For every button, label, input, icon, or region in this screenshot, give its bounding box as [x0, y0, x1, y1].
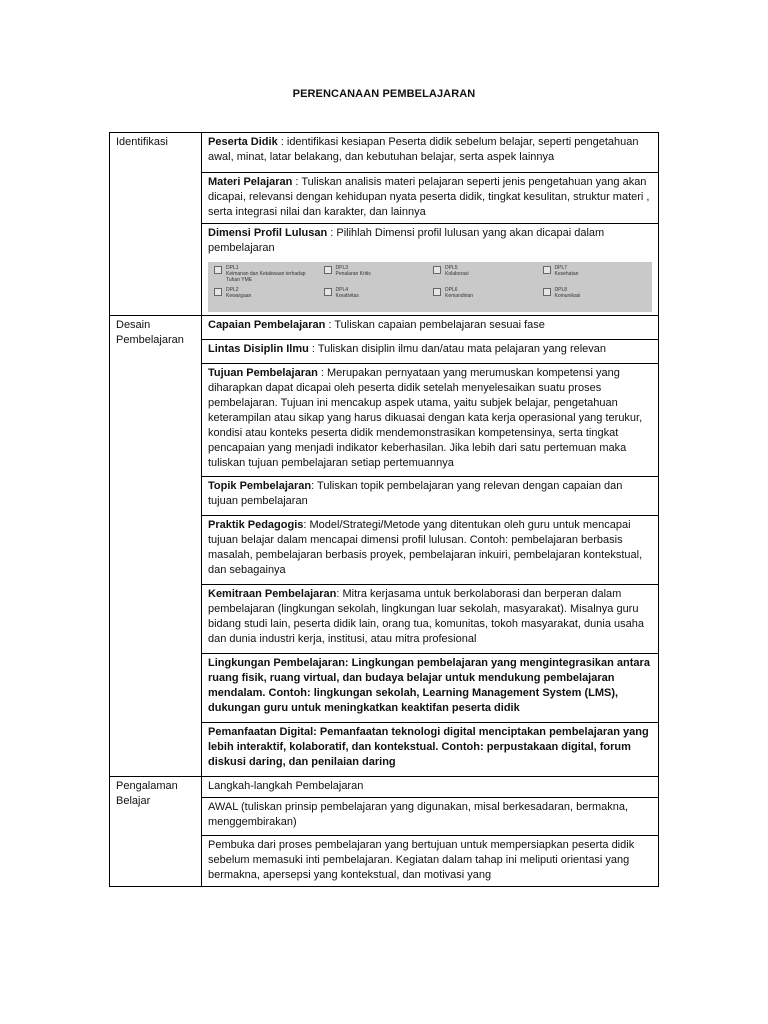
page-title: PERENCANAAN PEMBELAJARAN: [292, 88, 476, 100]
dpl-name: Kemandirian: [445, 293, 474, 299]
dpl-code: DPL3: [335, 265, 349, 271]
dpl-option[interactable]: [543, 287, 647, 309]
dpl-checkbox-panel: [208, 262, 652, 312]
field-awal[interactable]: AWAL (tuliskan prinsip pembelajaran yang digunakan, misal berkesadaran, bermakna, menggembirakan): [202, 798, 659, 836]
dpl-code: DPL6: [445, 287, 458, 293]
field-label: Topik Pembelajaran: [208, 480, 312, 492]
dpl-name: Kreativitas: [335, 293, 359, 299]
field-label: Kemitraan Pembelajaran: [208, 588, 337, 600]
lesson-plan-table: [109, 132, 659, 887]
field-langkah-pembelajaran[interactable]: Langkah-langkah Pembelajaran: [202, 777, 659, 798]
field-topik-pembelajaran[interactable]: [202, 477, 659, 516]
dpl-option[interactable]: [543, 265, 647, 287]
checkbox-icon[interactable]: [433, 288, 441, 296]
field-pemanfaatan-digital[interactable]: Pemanfaatan Digital: Pemanfaatan teknologi digital menciptakan pembelajaran yang lebih interaktif, kolaboratif, dan kontekstual. Contoh: perpustakaan digital, forum diskusi daring, dan penilaian daring: [202, 723, 659, 777]
checkbox-icon[interactable]: [543, 288, 551, 296]
field-text: : Merupakan pernyataan yang merumuskan kompetensi yang diharapkan dapat dicapai oleh peserta didik setelah menyelesaikan suatu proses pembelajaran. Tujuan ini mencakup aspek utama, yaitu subjek belajar, pengetahuan keterampilan atau sikap yang harus dikuasai dengan kata kerja operasional yang terukur, kondisi atau konteks peserta didik mendemonstrasikan kompetensinya, serta tingkat pencapaian yang menjadi indikator keberhasilan. Jika lebih dari satu pertemuan maka tuliskan tujuan pembelajaran setiap pertemuannya: [208, 367, 643, 469]
dpl-code: DPL2: [226, 287, 239, 293]
dpl-option[interactable]: [214, 287, 318, 309]
field-text: : Tuliskan capaian pembelajaran sesuai fase: [325, 319, 545, 331]
dpl-option[interactable]: [214, 265, 318, 287]
field-kemitraan-pembelajaran[interactable]: [202, 585, 659, 654]
field-text: : identifikasi kesiapan Peserta didik sebelum belajar, seperti pengetahuan awal, minat, latar belakang, dan kebutuhan belajar, serta aspek lainnya: [208, 136, 639, 163]
dpl-option[interactable]: [433, 265, 537, 287]
field-text: : Tuliskan disiplin ilmu dan/atau mata pelajaran yang relevan: [308, 343, 607, 355]
dpl-code: DPL7: [554, 265, 568, 271]
field-capaian-pembelajaran[interactable]: [202, 316, 659, 340]
dpl-name: Kewargaan: [226, 293, 252, 299]
section-label-pengalaman: Pengalaman Belajar: [110, 777, 202, 887]
table-row: [110, 133, 659, 173]
field-label: Materi Pelajaran: [208, 176, 293, 188]
field-text: : Mitra kerjasama untuk berkolaborasi dan berperan dalam pembelajaran (lingkungan sekolah, lingkungan luar sekolah, masyarakat). Misalnya guru bidang studi lain, peserta didik lain, orang tua, komunitas, tokoh masyarakat, dunia usaha dan dunia industri kerja, institusi, atau mitra profesional: [208, 588, 644, 645]
field-label: Lintas Disiplin Ilmu: [208, 343, 309, 355]
field-label: Praktik Pedagogis: [208, 519, 304, 531]
dpl-code: DPL5: [445, 265, 458, 271]
dpl-name: Kesehatan: [554, 271, 579, 277]
checkbox-icon[interactable]: [324, 288, 332, 296]
field-praktik-pedagogis[interactable]: [202, 516, 659, 585]
checkbox-icon[interactable]: [324, 266, 332, 274]
dpl-name: Penalaran Kritis: [335, 271, 371, 277]
field-text: : Pilihlah Dimensi profil lulusan yang akan dicapai dalam pembelajaran: [208, 227, 605, 254]
section-label-identifikasi: Identifikasi: [110, 133, 202, 316]
table-row: [110, 777, 659, 798]
field-text: : Tuliskan analisis materi pelajaran seperti jenis pengetahuan yang akan dicapai, relevansi dengan kehidupan nyata peserta didik, tingkat kesulitan, struktur materi , serta integrasi nilai dan karakter, dan lainnya: [208, 176, 650, 218]
table-row: [110, 316, 659, 340]
checkbox-icon[interactable]: [214, 288, 222, 296]
field-label: Peserta Didik: [208, 136, 278, 148]
dpl-option[interactable]: [324, 287, 428, 309]
field-text: : Model/Strategi/Metode yang ditentukan oleh guru untuk mencapai tujuan belajar dalam mencapai dimensi profil lulusan. Contoh: pembelajaran berbasis masalah, pembelajaran berbasis proyek, pembelajaran inkuiri, pembelajaran kontekstual, dan sebagainya: [208, 519, 643, 576]
dpl-option[interactable]: [433, 287, 537, 309]
field-label: Tujuan Pembelajaran: [208, 367, 318, 379]
dpl-name: Keimanan dan Ketakwaan terhadap Tuhan YME: [226, 271, 306, 283]
field-materi-pelajaran[interactable]: [202, 173, 659, 224]
checkbox-icon[interactable]: [433, 266, 441, 274]
dpl-option[interactable]: [324, 265, 428, 287]
field-lintas-disiplin-ilmu[interactable]: [202, 340, 659, 364]
field-label: Dimensi Profil Lulusan: [208, 227, 328, 239]
dpl-code: DPL4: [335, 287, 349, 293]
dpl-name: Kolaborasi: [445, 271, 469, 277]
field-lingkungan-pembelajaran[interactable]: Lingkungan Pembelajaran: Lingkungan pembelajaran yang mengintegrasikan antara ruang fisik, ruang virtual, dan budaya belajar untuk mendukung pembelajaran mendalam. Contoh: lingkungan sekolah, Learning Management System (LMS), dukungan guru untuk meningkatkan keaktifan peserta didik: [202, 654, 659, 723]
section-label-desain: Desain Pembelajaran: [110, 316, 202, 777]
field-peserta-didik[interactable]: [202, 133, 659, 173]
field-label: Capaian Pembelajaran: [208, 319, 326, 331]
dpl-code: DPL8: [554, 287, 568, 293]
field-tujuan-pembelajaran[interactable]: [202, 364, 659, 477]
dpl-name: Komunikasi: [554, 293, 581, 299]
field-pembuka[interactable]: Pembuka dari proses pembelajaran yang bertujuan untuk mempersiapkan peserta didik sebelum memasuki inti pembelajaran. Kegiatan dalam tahap ini meliputi orientasi yang bermakna, apersepsi yang kontekstual, dan motivasi yang: [202, 836, 659, 887]
dpl-code: DPL1: [226, 265, 239, 271]
checkbox-icon[interactable]: [543, 266, 551, 274]
checkbox-icon[interactable]: [214, 266, 222, 274]
field-dimensi-profil-lulusan[interactable]: [202, 224, 659, 316]
field-text: : Tuliskan topik pembelajaran yang relevan dengan capaian dan tujuan pembelajaran: [208, 480, 623, 507]
